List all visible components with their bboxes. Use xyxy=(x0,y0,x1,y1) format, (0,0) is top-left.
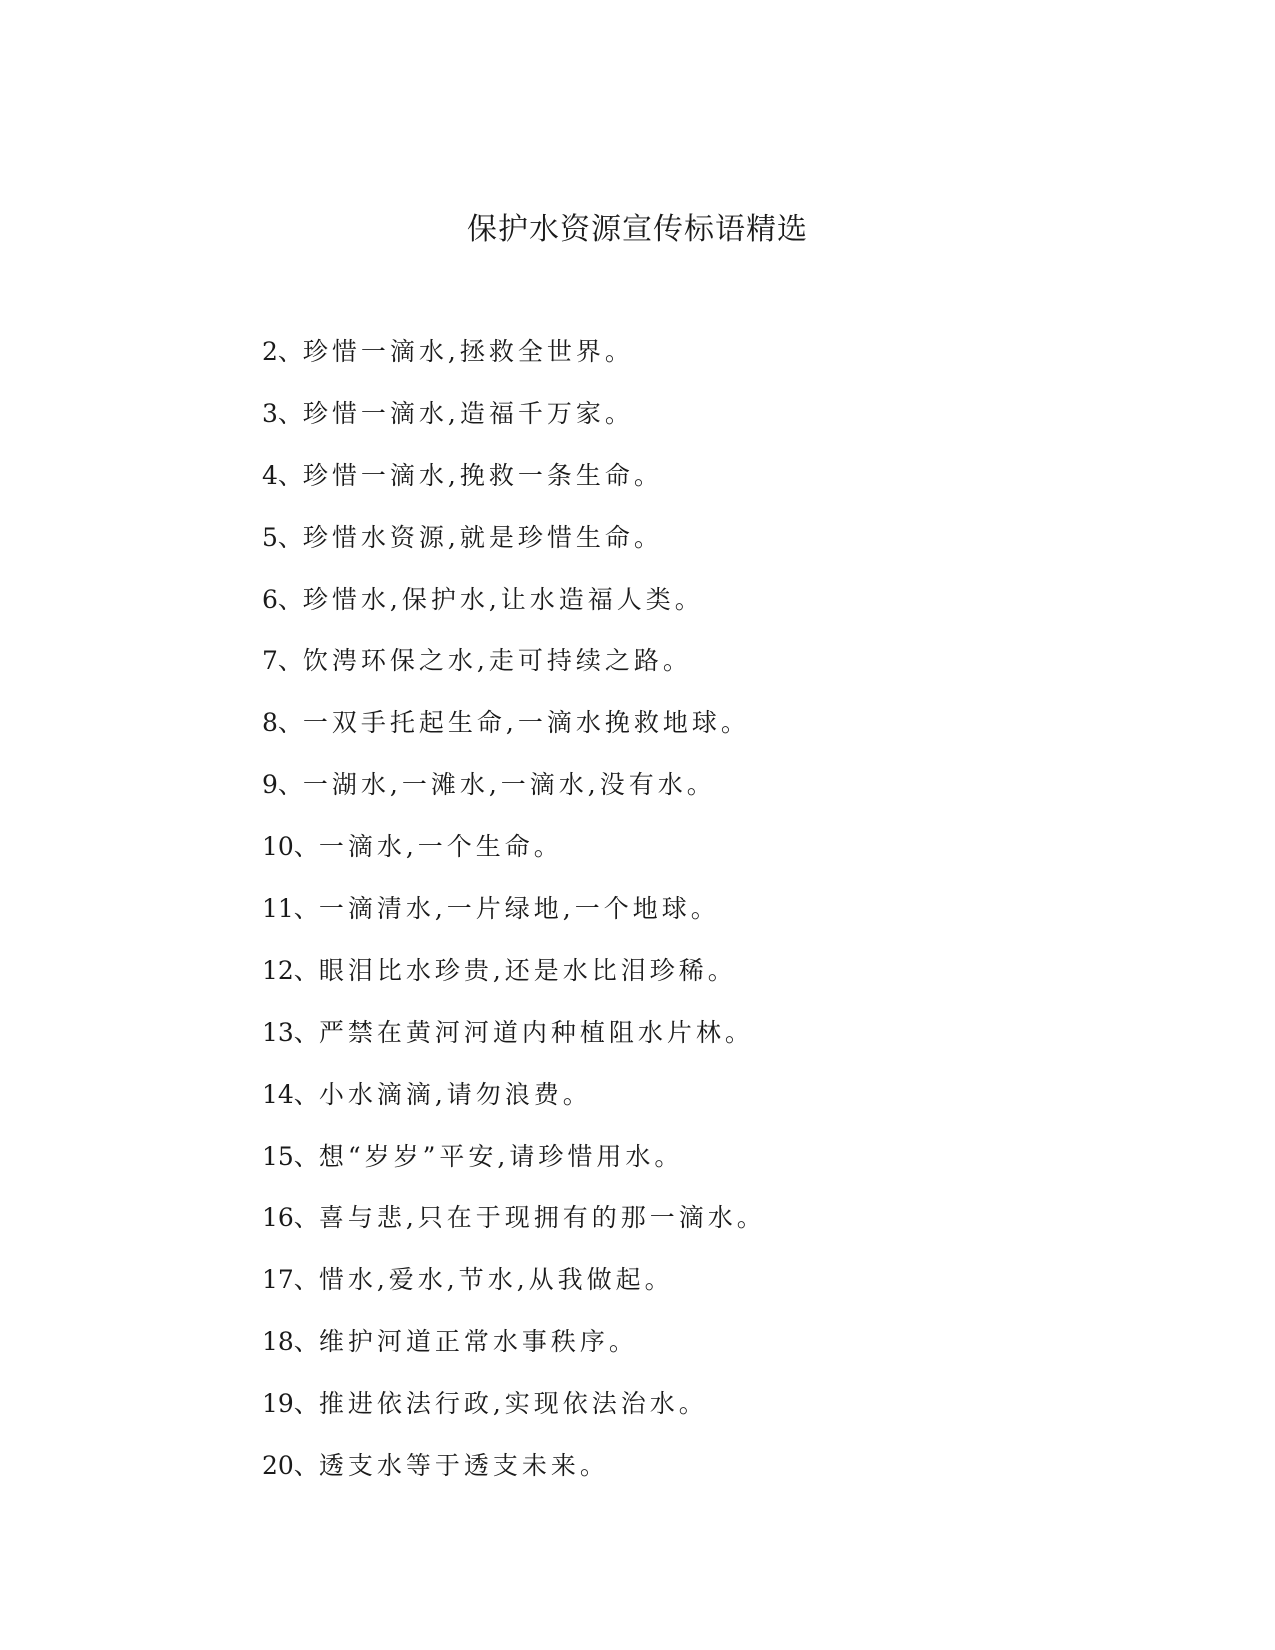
slogan-number: 13、 xyxy=(262,1017,319,1047)
list-item xyxy=(262,1015,766,1077)
slogan-number: 20、 xyxy=(262,1451,319,1481)
slogan-text: 眼泪比水珍贵,还是水比泪珍稀。 xyxy=(318,955,737,985)
list-item xyxy=(262,829,766,891)
list-item xyxy=(262,396,766,458)
list-item xyxy=(262,582,766,644)
slogan-text: 珍惜水,保护水,让水造福人类。 xyxy=(302,584,704,614)
list-item xyxy=(262,1324,766,1386)
list-item xyxy=(262,643,766,705)
list-item xyxy=(262,1200,766,1262)
slogan-text: 惜水,爱水,节水,从我做起。 xyxy=(318,1265,674,1295)
slogan-number: 5、 xyxy=(262,522,303,552)
list-item xyxy=(262,953,766,1015)
slogan-number: 18、 xyxy=(262,1327,319,1357)
slogan-number: 7、 xyxy=(262,646,303,676)
list-item xyxy=(262,891,766,953)
slogan-text: 严禁在黄河河道内种植阻水片林。 xyxy=(318,1017,754,1047)
list-item xyxy=(262,1448,766,1510)
slogan-number: 12、 xyxy=(262,955,319,985)
slogan-number: 9、 xyxy=(262,770,303,800)
slogan-number: 3、 xyxy=(262,398,303,428)
list-item xyxy=(262,520,766,582)
slogan-number: 8、 xyxy=(262,708,303,738)
slogan-number: 4、 xyxy=(262,460,303,490)
list-item xyxy=(262,1386,766,1448)
list-item xyxy=(262,1139,766,1201)
slogan-number: 16、 xyxy=(262,1203,319,1233)
slogan-number: 15、 xyxy=(262,1141,319,1171)
list-item xyxy=(262,1262,766,1324)
slogan-text: 想“岁岁”平安,请珍惜用水。 xyxy=(318,1141,684,1171)
slogan-text: 珍惜一滴水,造福千万家。 xyxy=(302,398,634,428)
document-title: 保护水资源宣传标语精选 xyxy=(467,212,808,247)
slogan-text: 饮涄环保之水,走可持续之路。 xyxy=(302,646,692,676)
list-item xyxy=(262,458,766,520)
slogan-text: 一滴清水,一片绿地,一个地球。 xyxy=(318,894,720,924)
list-item xyxy=(262,1077,766,1139)
slogan-number: 10、 xyxy=(262,832,319,862)
slogan-number: 11、 xyxy=(262,894,319,924)
slogan-list xyxy=(262,334,766,1510)
slogan-text: 一双手托起生命,一滴水挽救地球。 xyxy=(302,708,750,738)
slogan-number: 19、 xyxy=(262,1389,319,1419)
slogan-number: 14、 xyxy=(262,1079,319,1109)
slogan-number: 17、 xyxy=(262,1265,319,1295)
slogan-text: 维护河道正常水事秩序。 xyxy=(318,1327,638,1357)
slogan-text: 一湖水,一滩水,一滴水,没有水。 xyxy=(302,770,716,800)
slogan-text: 珍惜一滴水,挽救一条生命。 xyxy=(302,460,663,490)
list-item xyxy=(262,705,766,767)
slogan-text: 小水滴滴,请勿浪费。 xyxy=(318,1079,592,1109)
slogan-text: 推进依法行政,实现依法治水。 xyxy=(318,1389,708,1419)
list-item xyxy=(262,334,766,396)
slogan-number: 6、 xyxy=(262,584,303,614)
slogan-number: 2、 xyxy=(262,337,303,366)
slogan-text: 珍惜水资源,就是珍惜生命。 xyxy=(302,522,663,552)
slogan-text: 一滴水,一个生命。 xyxy=(318,832,563,862)
slogan-text: 喜与悲,只在于现拥有的那一滴水。 xyxy=(318,1203,766,1233)
list-item xyxy=(262,767,766,829)
slogan-text: 透支水等于透支未来。 xyxy=(318,1451,609,1481)
slogan-text: 珍惜一滴水,拯救全世界。 xyxy=(302,337,634,366)
